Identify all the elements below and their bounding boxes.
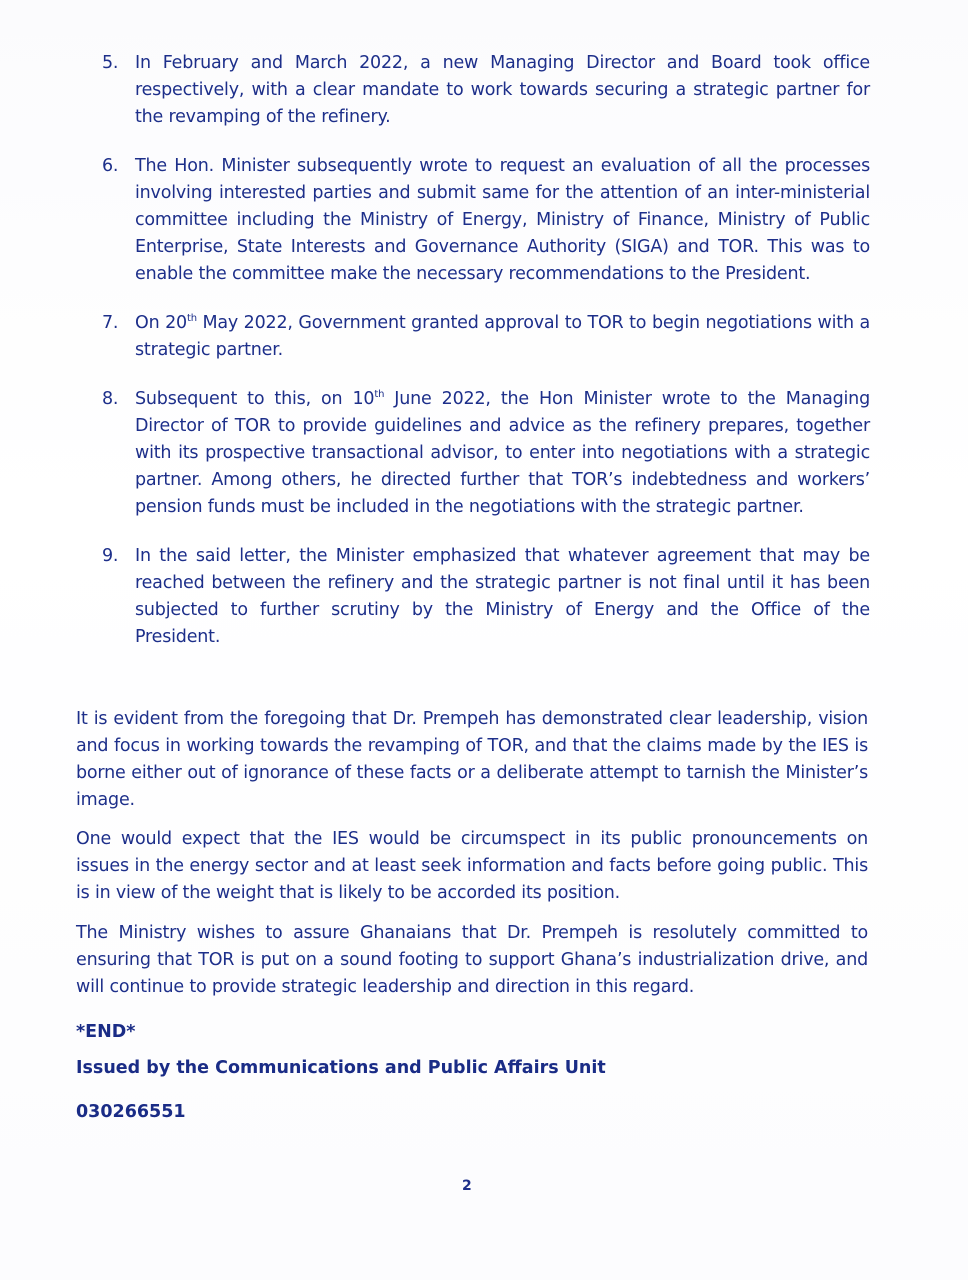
list-number: 5. [102,53,119,73]
list-item-9 [102,543,870,651]
ordinal-suffix: th [374,389,385,401]
list-item-6 [102,153,870,288]
issued-by-line: Issued by the Communications and Public Affairs Unit [76,1058,606,1078]
ordinal-suffix: th [186,313,197,325]
list-item-7 [102,310,870,364]
page-number: 2 [462,1178,472,1194]
numbered-list [102,50,870,673]
list-number: 7. [102,313,119,333]
body-paragraph-conclusion: It is evident from the foregoing that Dr. Prempeh has demonstrated clear leadership, vision and focus in working towards the revamping of TOR, and that the claims made by the IES is borne either out of ignorance of these facts or a deliberate attempt to tarnish the Minister’s image. [76,709,868,810]
text-segment: June 2022, the Hon Minister wrote to the Managing Director of TOR to provide guidelines and advice as the refinery prepares, together with its prospective transactional advisor, to enter into negotiations with a strategic partner. Among others, he directed further that TOR’s indebtedness and workers’ pension funds must be included in the negotiations with the strategic partner. [135,389,870,517]
text-segment: Subsequent to this, on 10 [135,389,375,409]
list-item-8 [102,386,870,521]
list-number: 9. [102,546,119,566]
body-paragraph-expectation: One would expect that the IES would be circumspect in its public pronouncements on issues in the energy sector and at least seek information and facts before going public. This is in view of the weight that is likely to be accorded its position. [76,829,868,903]
text-segment: May 2022, Government granted approval to TOR to begin negotiations with a strategic partner. [135,313,870,360]
list-item-text: In February and March 2022, a new Managing Director and Board took office respectively, with a clear mandate to work towards securing a strategic partner for the revamping of the refinery. [135,53,870,127]
list-item-text: In the said letter, the Minister emphasized that whatever agreement that may be reached between the refinery and the strategic partner is not final until it has been subjected to further scrutiny by the Ministry of Energy and the Office of the President. [135,546,870,647]
body-paragraph-assurance: The Ministry wishes to assure Ghanaians that Dr. Prempeh is resolutely committed to ensuring that TOR is put on a sound footing to support Ghana’s industrialization drive, and will continue to provide strategic leadership and direction in this regard. [76,923,868,997]
list-item-text [135,310,870,364]
list-item-5 [102,50,870,131]
contact-phone: 030266551 [76,1102,186,1122]
end-marker: *END* [76,1022,136,1042]
list-item-text [135,386,870,521]
list-item-text: The Hon. Minister subsequently wrote to request an evaluation of all the processes involving interested parties and submit same for the attention of an inter-ministerial committee including the Ministry of Energy, Ministry of Finance, Ministry of Public Enterprise, State Interests and Governance Authority (SIGA) and TOR. This was to enable the committee make the necessary recommendations to the President. [135,156,870,284]
text-segment: On 20 [135,313,187,333]
list-number: 8. [102,389,119,409]
list-number: 6. [102,156,119,176]
